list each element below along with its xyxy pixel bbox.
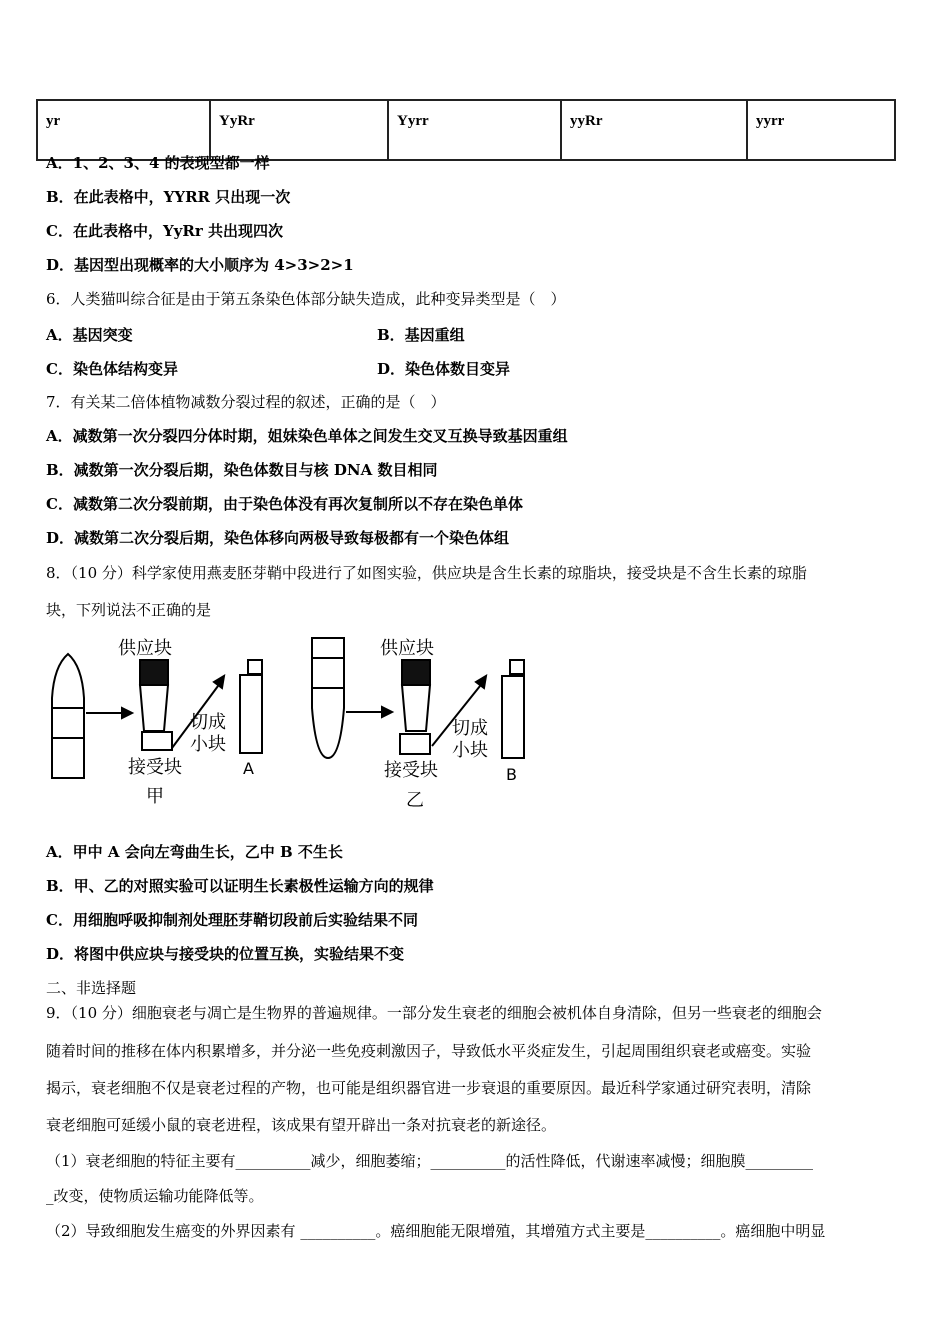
q7-option-c: C．减数第二次分裂前期，由于染色体没有再次复制所以不存在染色单体 [46, 495, 523, 513]
table-cell: Yyrr [388, 100, 561, 160]
supply-label-right: 供应块 [380, 638, 434, 659]
q9-line1: 9．（10 分）细胞衰老与凋亡是生物界的普遍规律。一部分发生衰老的细胞会被机体自身清除，但另一些衰老的细胞会 [46, 1004, 822, 1022]
q7-stem: 7．有关某二倍体植物减数分裂过程的叙述，正确的是（ ） [46, 393, 446, 411]
q9-sub2-line1: （2）导致细胞发生癌变的外界因素有 __________。癌细胞能无限增殖，其增殖方式主要是__________。癌细胞中明显 [46, 1222, 826, 1240]
receive-label-right: 接受块 [384, 760, 438, 781]
section-heading: 二、非选择题 [46, 979, 137, 997]
q8-stem-line1: 8．（10 分）科学家使用燕麦胚芽鞘中段进行了如图实验，供应块是含生长素的琼脂块，接受块是不含生长素的琼脂 [46, 564, 807, 582]
table-cell: YyRr [210, 100, 388, 160]
result-a-label: A [243, 759, 254, 778]
q6-option-b: B．基因重组 [377, 326, 465, 344]
q9-line2: 随着时间的推移在体内积累增多，并分泌一些免疫刺激因子，导致低水平炎症发生，引起周围组织衰老或癌变。实验 [46, 1042, 812, 1060]
q7-option-d: D．减数第二次分裂后期，染色体移向两极导致每极都有一个染色体组 [46, 529, 510, 547]
caption-right: 乙 [406, 790, 424, 811]
table-cell: yyRr [561, 100, 747, 160]
q7-option-b: B．减数第一次分裂后期，染色体数目与核 DNA 数目相同 [46, 461, 438, 479]
receive-label-left: 接受块 [128, 757, 182, 778]
q8-option-a: A．甲中 A 会向左弯曲生长，乙中 B 不生长 [46, 843, 343, 861]
q6-option-d: D．染色体数目变异 [377, 360, 511, 378]
cut-label-right-1: 切成 [452, 718, 488, 739]
q6-stem: 6．人类猫叫综合征是由于第五条染色体部分缺失造成，此种变异类型是（ ） [46, 290, 566, 308]
supply-block-right [402, 660, 430, 685]
q6-option-c: C．染色体结构变异 [46, 360, 178, 378]
result-a-block [248, 660, 262, 674]
q7-option-a: A．减数第一次分裂四分体时期，姐妹染色单体之间发生交叉互换导致基因重组 [46, 427, 568, 445]
experiment-figure [40, 628, 540, 813]
genotype-table [36, 99, 896, 161]
supply-block-left [140, 660, 168, 685]
result-b-block [510, 660, 524, 674]
cut-label-left-2: 小块 [190, 734, 226, 755]
q5-option-c: C．在此表格中，YyRr 共出现四次 [46, 222, 283, 240]
q6-option-a: A．基因突变 [46, 326, 133, 344]
segment-right [402, 685, 430, 731]
coleoptile-up-shape [52, 654, 84, 778]
receive-block-left [142, 732, 172, 750]
result-b-label: B [506, 765, 517, 784]
supply-label-left: 供应块 [118, 638, 172, 659]
coleoptile-down-shape [312, 638, 344, 758]
q5-option-a: A．1、2、3、4 的表现型都一样 [46, 154, 270, 172]
table-cell: yr [37, 100, 210, 160]
segment-left [140, 685, 168, 731]
result-b-segment [502, 676, 524, 758]
caption-left: 甲 [146, 786, 164, 807]
result-a-segment [240, 675, 262, 753]
q9-sub1-line2: _改变，使物质运输功能降低等。 [46, 1187, 264, 1205]
table-row [37, 100, 895, 160]
q9-line4: 衰老细胞可延缓小鼠的衰老进程，该成果有望开辟出一条对抗衰老的新途径。 [46, 1116, 557, 1134]
q9-line3: 揭示，衰老细胞不仅是衰老过程的产物，也可能是组织器官进一步衰退的重要原因。最近科学家通过研究表明，清除 [46, 1079, 812, 1097]
q5-option-b: B．在此表格中，YYRR 只出现一次 [46, 188, 291, 206]
cut-label-right-2: 小块 [452, 740, 488, 761]
receive-block-right [400, 734, 430, 754]
q9-sub1-line1: （1）衰老细胞的特征主要有__________减少，细胞萎缩；__________的活性降低，代谢速率减慢；细胞膜_________ [46, 1152, 814, 1170]
q8-option-d: D．将图中供应块与接受块的位置互换，实验结果不变 [46, 945, 405, 963]
q5-option-d: D．基因型出现概率的大小顺序为 4>3>2>1 [46, 256, 354, 274]
q8-option-c: C．用细胞呼吸抑制剂处理胚芽鞘切段前后实验结果不同 [46, 911, 418, 929]
q8-stem-line2: 块，下列说法不正确的是 [46, 601, 212, 619]
cut-label-left-1: 切成 [190, 712, 226, 733]
q8-option-b: B．甲、乙的对照实验可以证明生长素极性运输方向的规律 [46, 877, 434, 895]
table-cell: yyrr [747, 100, 895, 160]
